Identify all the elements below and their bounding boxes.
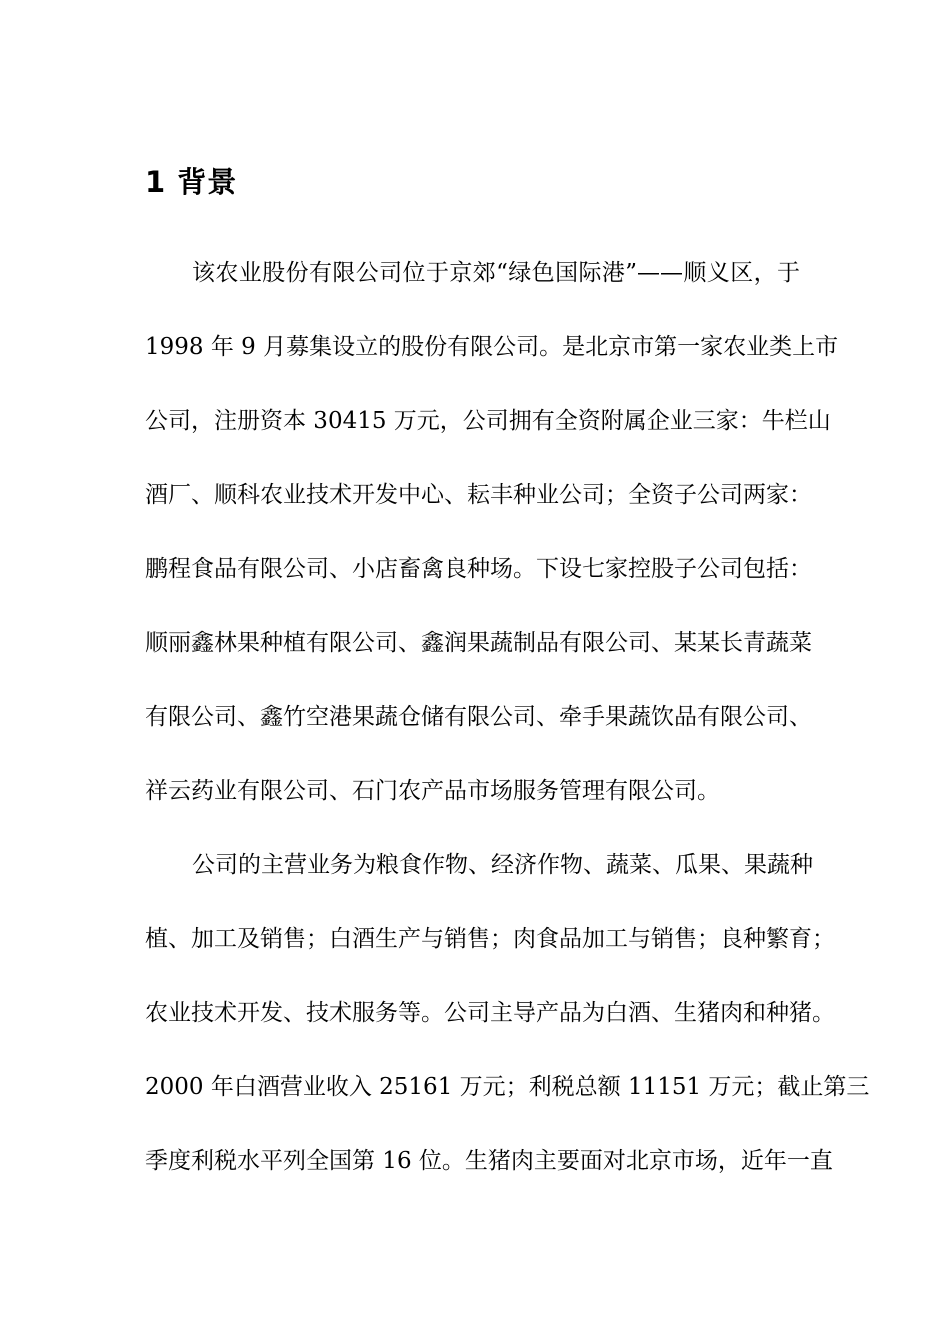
text-line: 植、加工及销售；白酒生产与销售；肉食品加工与销售；良种繁育； [145,926,835,952]
text-line: 1998 年 9 月募集设立的股份有限公司。是北京市第一家农业类上市 [145,334,839,360]
text-line: 祥云药业有限公司、石门农产品市场服务管理有限公司。 [145,778,720,804]
text-line: 鹏程食品有限公司、小店畜禽良种场。下设七家控股子公司包括： [145,556,812,582]
text-line: 该农业股份有限公司位于京郊“绿色国际港”——顺义区，于 [192,260,800,286]
text-line: 公司，注册资本 30415 万元，公司拥有全资附属企业三家：牛栏山 [145,408,831,434]
text-line: 农业技术开发、技术服务等。公司主导产品为白酒、生猪肉和种猪。 [145,1000,835,1026]
section-heading: 1 背景 [145,165,238,199]
text-line: 顺丽鑫林果种植有限公司、鑫润果蔬制品有限公司、某某长青蔬菜 [145,630,812,656]
text-line: 酒厂、顺科农业技术开发中心、耘丰种业公司；全资子公司两家： [145,482,812,508]
text-line: 有限公司、鑫竹空港果蔬仓储有限公司、牵手果蔬饮品有限公司、 [145,704,812,730]
text-line: 公司的主营业务为粮食作物、经济作物、蔬菜、瓜果、果蔬种 [192,852,813,878]
text-line: 季度利税水平列全国第 16 位。生猪肉主要面对北京市场，近年一直 [145,1148,833,1174]
text-line: 2000 年白酒营业收入 25161 万元；利税总额 11151 万元；截止第三 [145,1074,870,1100]
